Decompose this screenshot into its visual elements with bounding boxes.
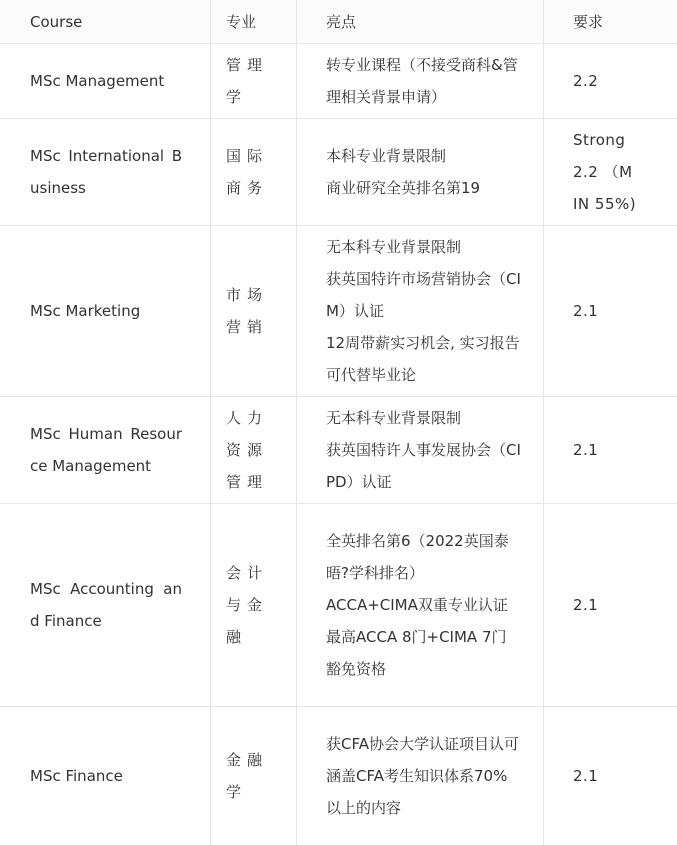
- highlights-cell: 获CFA协会大学认证项目认可 涵盖CFA考生知识体系70%以上的内容: [326, 735, 519, 817]
- requirement-cell: 2.1: [573, 302, 599, 320]
- table-row: [0, 707, 677, 845]
- table-row: [0, 119, 677, 226]
- header-highlights: 亮点: [326, 12, 357, 31]
- highlights-cell: 无本科专业背景限制 获英国特许人事发展协会（CIPD）认证: [326, 409, 521, 491]
- requirement-cell: 2.1: [573, 596, 599, 614]
- table-row: [0, 226, 677, 397]
- requirement-cell: Strong 2.2 （MIN 55%): [573, 131, 637, 213]
- course-cell: MSc Marketing: [30, 302, 141, 320]
- column-divider: [210, 0, 211, 845]
- major-cell: 市场营销: [226, 286, 269, 336]
- requirement-cell: 2.2: [573, 72, 599, 90]
- major-cell: 会计与金融: [226, 564, 269, 646]
- major-cell: 人力资源管理: [226, 409, 269, 491]
- major-cell: 国际商务: [226, 147, 269, 197]
- major-cell: 金融学: [226, 751, 269, 801]
- course-cell: MSc Human Resource Management: [30, 425, 182, 475]
- highlights-cell: 无本科专业背景限制 获英国特许市场营销协会（CIM）认证 12周带薪实习机会, 实习报告可代替毕业论: [326, 238, 521, 384]
- requirement-cell: 2.1: [573, 441, 599, 459]
- header-major: 专业: [226, 12, 257, 31]
- course-cell: MSc Finance: [30, 767, 123, 785]
- column-divider: [543, 0, 544, 845]
- major-cell: 管理学: [226, 56, 269, 106]
- table-row: [0, 44, 677, 119]
- course-cell: MSc Accounting and Finance: [30, 580, 182, 630]
- header-course: Course: [30, 12, 83, 31]
- course-cell: MSc Management: [30, 72, 165, 90]
- requirement-cell: 2.1: [573, 767, 599, 785]
- table-row: [0, 397, 677, 504]
- table-header-row: [0, 0, 677, 44]
- highlights-cell: 全英排名第6（2022英国泰晤?学科排名） ACCA+CIMA双重专业认证 最高ACCA 8门+CIMA 7门豁免资格: [326, 532, 509, 678]
- header-requirement: 要求: [573, 12, 604, 31]
- course-cell: MSc International Business: [30, 147, 182, 197]
- highlights-cell: 转专业课程（不接受商科&管理相关背景申请）: [326, 56, 518, 106]
- column-divider: [296, 0, 297, 845]
- table-row: [0, 504, 677, 707]
- highlights-cell: 本科专业背景限制 商业研究全英排名第19: [326, 147, 481, 197]
